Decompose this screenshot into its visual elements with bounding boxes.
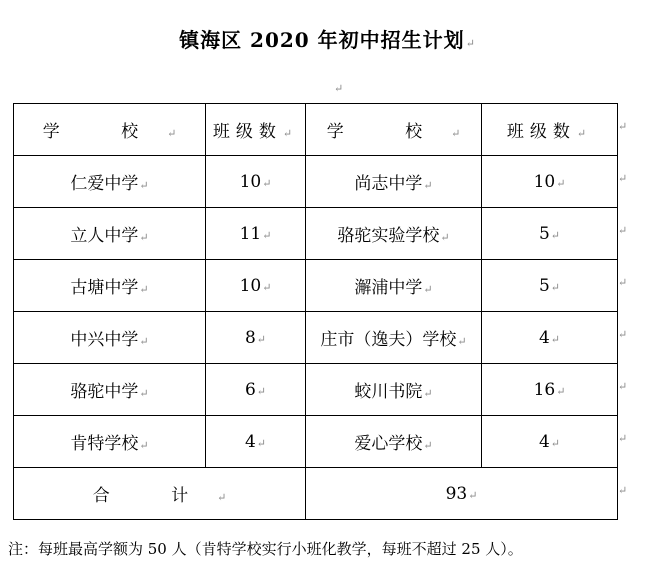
paragraph-mark: ↵ (139, 335, 149, 348)
paragraph-mark: ↵ (262, 176, 272, 190)
school-name: 肯特学校 (70, 434, 139, 454)
class-count: 10 (533, 171, 556, 192)
paragraph-mark: ↵ (256, 332, 267, 346)
class-count-cell (482, 416, 618, 468)
class-count-cell (206, 312, 306, 364)
header-school-a (14, 104, 206, 156)
table-row (14, 364, 618, 416)
class-count: 11 (239, 223, 262, 244)
school-name-cell (306, 208, 482, 260)
paragraph-mark: ↵ (451, 127, 461, 140)
school-name-cell (14, 208, 206, 260)
footnote: 注：每班最高学额为 50 人（肯特学校实行小班化教学，每班不超过 25 人）。 (8, 540, 523, 558)
total-label-cell (14, 468, 306, 520)
class-count-cell (482, 364, 618, 416)
header-count-a (206, 104, 306, 156)
total-row (14, 468, 618, 520)
table-row (14, 260, 618, 312)
page-title (0, 24, 655, 53)
class-count-cell (482, 208, 618, 260)
paragraph-mark: ↵ (618, 484, 628, 497)
class-count: 16 (533, 379, 556, 400)
page-title-text: 镇海区 2020 年初中招生计划 (179, 28, 465, 52)
paragraph-mark: ↵ (465, 37, 476, 50)
school-name: 澥浦中学 (354, 278, 423, 298)
paragraph-mark: ↵ (139, 387, 149, 400)
school-name-cell (14, 156, 206, 208)
total-label: 合 计 (92, 486, 217, 506)
paragraph-mark: ↵ (556, 176, 566, 190)
class-count: 8 (244, 327, 256, 348)
class-count-cell (482, 156, 618, 208)
paragraph-mark: ↵ (262, 228, 272, 242)
class-count: 6 (244, 379, 256, 400)
school-name-cell (14, 416, 206, 468)
paragraph-mark: ↵ (550, 228, 561, 242)
enrollment-table (13, 103, 618, 520)
paragraph-mark: ↵ (262, 280, 272, 294)
school-name: 蛟川书院 (354, 382, 423, 402)
paragraph-mark: ↵ (139, 283, 149, 296)
paragraph-mark: ↵ (550, 436, 561, 450)
class-count-cell (206, 416, 306, 468)
paragraph-mark: ↵ (139, 179, 149, 192)
school-name: 仁爱中学 (70, 174, 139, 194)
header-count-b (482, 104, 618, 156)
paragraph-mark: ↵ (256, 384, 267, 398)
class-count: 5 (538, 275, 550, 296)
class-count-cell (206, 156, 306, 208)
header-count-b-text: 班级数 (506, 122, 576, 142)
class-count: 4 (538, 327, 550, 348)
school-name-cell (14, 364, 206, 416)
class-count: 5 (538, 223, 550, 244)
paragraph-mark: ↵ (550, 280, 561, 294)
paragraph-mark: ↵ (217, 491, 227, 504)
school-name: 立人中学 (70, 226, 139, 246)
table-row (14, 312, 618, 364)
paragraph-mark: ↵ (618, 328, 628, 341)
paragraph-mark: ↵ (618, 380, 628, 393)
paragraph-mark: ↵ (457, 335, 467, 348)
school-name: 古塘中学 (70, 278, 139, 298)
paragraph-mark: ↵ (618, 432, 628, 445)
class-count: 10 (239, 275, 262, 296)
paragraph-mark: ↵ (334, 82, 344, 95)
class-count-cell (482, 260, 618, 312)
school-name: 骆驼中学 (70, 382, 139, 402)
paragraph-mark: ↵ (167, 127, 177, 140)
paragraph-mark: ↵ (618, 224, 628, 237)
class-count-cell (482, 312, 618, 364)
paragraph-mark: ↵ (468, 488, 478, 502)
paragraph-mark: ↵ (423, 439, 433, 452)
paragraph-mark: ↵ (282, 127, 299, 140)
paragraph-mark: ↵ (618, 120, 628, 133)
paragraph-mark: ↵ (576, 127, 593, 140)
paragraph-mark: ↵ (550, 332, 561, 346)
header-count-a-text: 班级数 (212, 122, 282, 142)
paragraph-mark: ↵ (423, 283, 433, 296)
table-row (14, 156, 618, 208)
school-name-cell (306, 260, 482, 312)
paragraph-mark: ↵ (423, 387, 433, 400)
total-value-cell (306, 468, 618, 520)
total-value: 93 (445, 483, 468, 504)
row-end-marks (618, 103, 638, 519)
school-name: 骆驼实验学校 (337, 226, 440, 246)
paragraph-mark: ↵ (256, 436, 267, 450)
paragraph-mark: ↵ (440, 231, 450, 244)
header-school-b-text: 学 校 (326, 122, 451, 142)
table-header-row (14, 104, 618, 156)
school-name-cell (14, 312, 206, 364)
school-name-cell (306, 156, 482, 208)
table-row (14, 208, 618, 260)
paragraph-mark: ↵ (618, 172, 628, 185)
school-name: 尚志中学 (354, 174, 423, 194)
paragraph-mark: ↵ (556, 384, 566, 398)
class-count: 4 (244, 431, 256, 452)
school-name: 爱心学校 (354, 434, 423, 454)
school-name: 中兴中学 (70, 330, 139, 350)
school-name: 庄市（逸夫）学校 (320, 330, 457, 350)
school-name-cell (306, 312, 482, 364)
school-name-cell (306, 364, 482, 416)
paragraph-mark: ↵ (423, 179, 433, 192)
class-count-cell (206, 260, 306, 312)
school-name-cell (14, 260, 206, 312)
class-count-cell (206, 364, 306, 416)
paragraph-mark: ↵ (618, 276, 628, 289)
school-name-cell (306, 416, 482, 468)
paragraph-mark: ↵ (139, 231, 149, 244)
class-count: 4 (538, 431, 550, 452)
paragraph-mark: ↵ (139, 439, 149, 452)
header-school-b (306, 104, 482, 156)
class-count: 10 (239, 171, 262, 192)
class-count-cell (206, 208, 306, 260)
header-school-a-text: 学 校 (42, 122, 167, 142)
table-row (14, 416, 618, 468)
